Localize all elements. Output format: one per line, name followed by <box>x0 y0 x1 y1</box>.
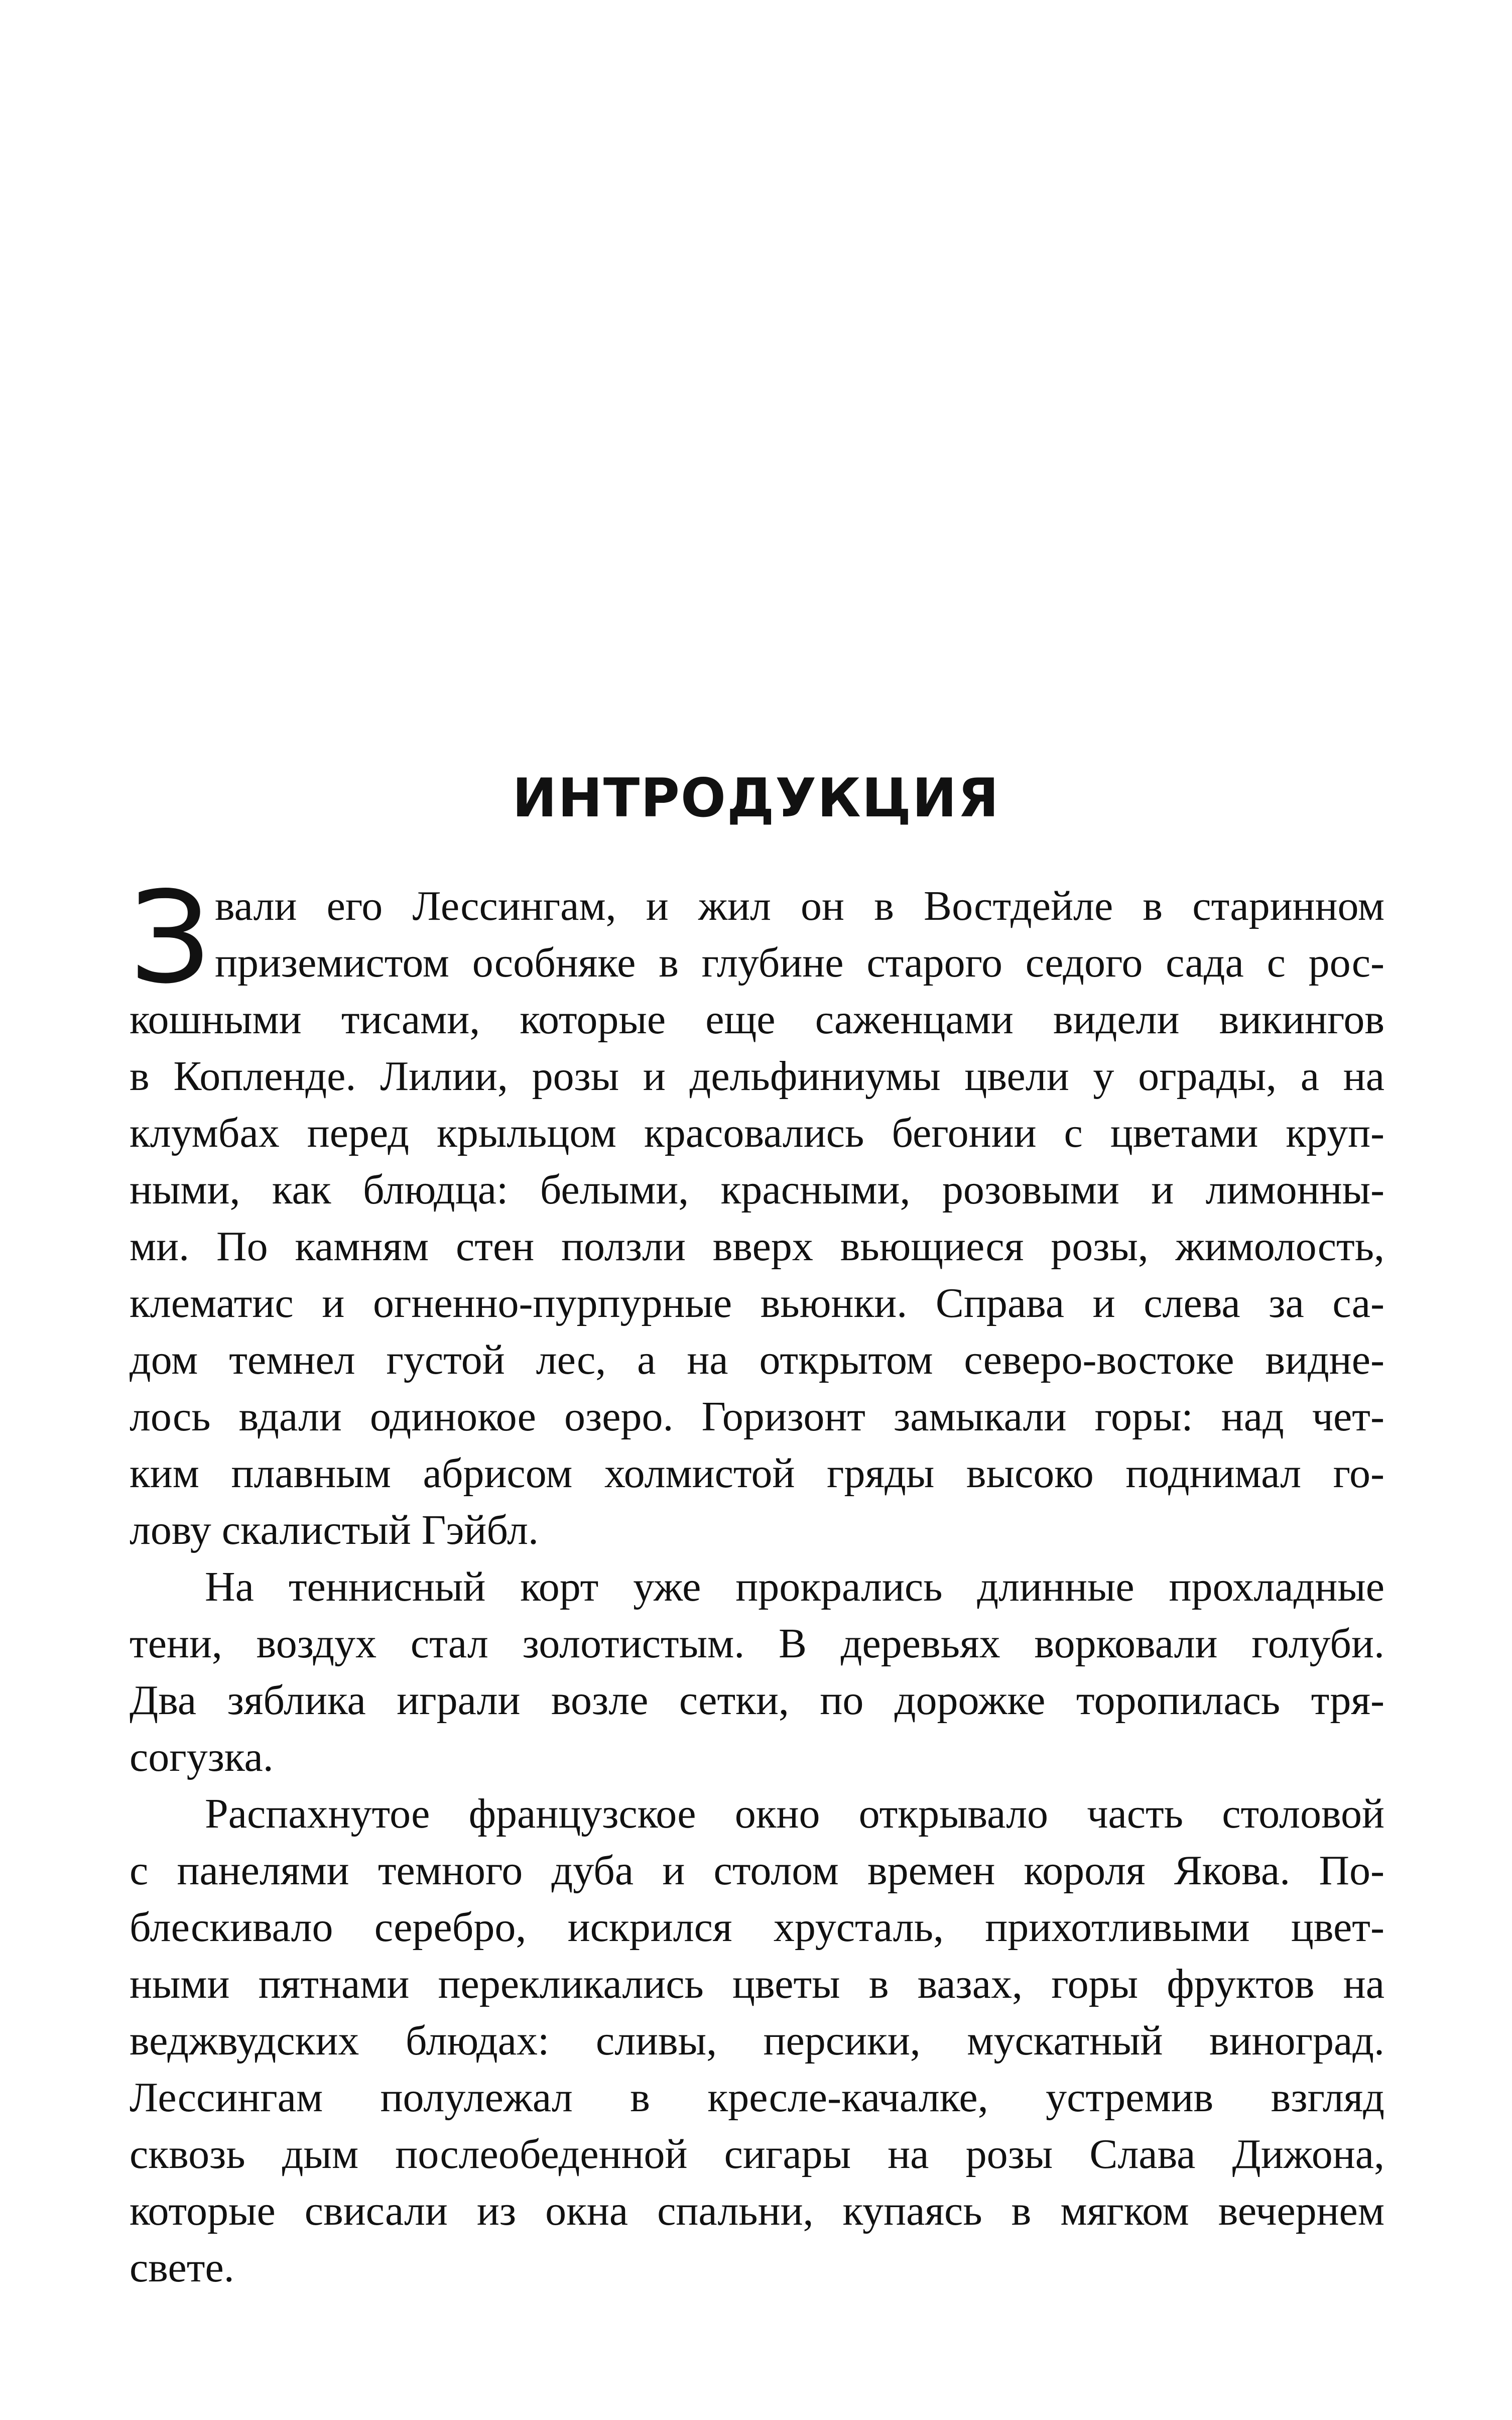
drop-cap: З <box>130 865 211 1012</box>
text-line: Два зяблика играли возле сетки, по дорожке торопилась тря- <box>130 1677 1384 1724</box>
text-line: клематис и огненно-пурпурные вьюнки. Справа и слева за са- <box>130 1280 1384 1326</box>
chapter-text <box>130 865 1384 2296</box>
text-line: ными, как блюдца: белыми, красными, розовыми и лимонны- <box>130 1166 1384 1213</box>
text-line: приземистом особняке в глубине старого седого сада с рос- <box>215 939 1384 986</box>
text-line: кошными тисами, которые еще саженцами видели викингов <box>130 996 1384 1043</box>
text-line: веджвудских блюдах: сливы, персики, мускатный виноград. <box>130 2017 1384 2064</box>
paragraph-3 <box>130 1785 1384 2296</box>
text-line: На теннисный корт уже прокрались длинные прохладные <box>205 1563 1384 1610</box>
text-line: Лессингам полулежал в кресле-качалке, устремив взгляд <box>130 2074 1384 2121</box>
text-line: ными пятнами перекликались цветы в вазах, горы фруктов на <box>130 1961 1384 2007</box>
text-line: Распахнутое французское окно открывало часть столовой <box>205 1790 1384 1837</box>
text-line: клумбах перед крыльцом красовались бегонии с цветами круп- <box>130 1110 1384 1156</box>
text-line: свете. <box>130 2244 234 2291</box>
text-line: лову скалистый Гэйбл. <box>130 1507 539 1553</box>
text-line: дом темнел густой лес, а на открытом северо-востоке видне- <box>130 1337 1384 1383</box>
text-line: сквозь дым послеобеденной сигары на розы Слава Дижона, <box>130 2131 1384 2177</box>
text-line: лось вдали одинокое озеро. Горизонт замыкали горы: над чет- <box>130 1393 1384 1440</box>
paragraph-1 <box>130 865 1384 1558</box>
chapter-title: ИНТРОДУКЦИЯ <box>512 767 1000 829</box>
text-line: с панелями темного дуба и столом времен короля Якова. По- <box>130 1847 1384 1894</box>
text-line: вали его Лессингам, и жил он в Востдейле в старинном <box>215 883 1384 929</box>
text-line: тени, воздух стал золотистым. В деревьях ворковали голуби. <box>130 1620 1384 1667</box>
text-line: ми. По камням стен ползли вверх вьющиеся розы, жимолость, <box>130 1223 1384 1270</box>
paragraph-2 <box>130 1558 1384 1785</box>
text-line: блескивало серебро, искрился хрусталь, прихотливыми цвет- <box>130 1904 1384 1951</box>
text-line: в Копленде. Лилии, розы и дельфиниумы цвели у ограды, а на <box>130 1053 1384 1100</box>
text-line: ким плавным абрисом холмистой гряды высоко поднимал го- <box>130 1450 1384 1497</box>
text-line: согузка. <box>130 1734 274 1780</box>
text-line: которые свисали из окна спальни, купаясь в мягком вечернем <box>130 2188 1384 2234</box>
